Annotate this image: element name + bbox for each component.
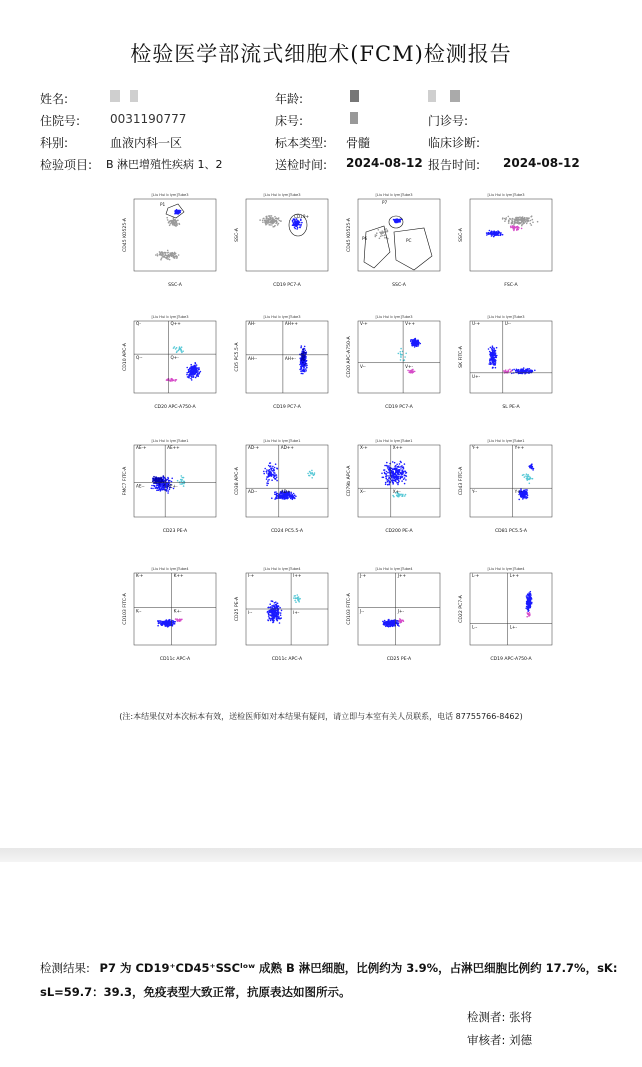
flow-plot-2 bbox=[232, 192, 332, 288]
x-axis-label: CD25 PE-A bbox=[386, 657, 412, 662]
plot-title: [Liu Hui b lym]Tube4 bbox=[151, 567, 189, 571]
result-line-1 bbox=[40, 960, 617, 976]
gate-label: CD19+ bbox=[294, 214, 309, 219]
name-label: 姓名: bbox=[40, 92, 69, 106]
tester-signature: 检测者: 张将 bbox=[467, 1010, 533, 1024]
flow-plot-11 bbox=[344, 438, 444, 534]
plot-title: [Liu Hui b lym]Tube4 bbox=[263, 567, 301, 571]
flow-plot-svg bbox=[232, 314, 332, 410]
plot-frame bbox=[358, 321, 440, 393]
flow-plot-6 bbox=[232, 314, 332, 410]
report-time-value: 2024-08-12 bbox=[503, 156, 580, 170]
gate-label: AE-+ bbox=[136, 445, 147, 450]
plot-title: [Liu Hui b lym]Tube4 bbox=[375, 567, 413, 571]
x-axis-label: CD11c APC-A bbox=[271, 657, 303, 662]
gate-label: AD+- bbox=[280, 489, 292, 495]
flow-plot-svg bbox=[456, 192, 556, 288]
gate-label: AE+- bbox=[167, 483, 178, 489]
plot-title: [Liu Hui b lym]Tube3 bbox=[375, 315, 413, 319]
gate-label: I++ bbox=[293, 573, 302, 578]
x-axis-label: CD19 PC7-A bbox=[273, 405, 301, 410]
plot-title: [Liu Hui b lym]Tube3 bbox=[487, 315, 525, 319]
flow-plot-14 bbox=[232, 566, 332, 662]
flow-plot-5 bbox=[120, 314, 220, 410]
x-axis-label: CD19 PC7-A bbox=[385, 405, 413, 410]
y-axis-label: CD10 APC-A bbox=[123, 343, 128, 371]
plot-title: [Liu Hui b lym]Tube3 bbox=[375, 193, 413, 197]
flow-plot-svg bbox=[344, 438, 444, 534]
x-axis-label: CD11c APC-A bbox=[159, 657, 191, 662]
plot-title: [Liu Hui b lym]Tube4 bbox=[487, 567, 525, 571]
dept-label: 科别: bbox=[40, 136, 69, 150]
reviewer-signature: 审核者: 刘德 bbox=[467, 1033, 533, 1047]
gate-label: V+- bbox=[405, 363, 413, 369]
gate-label: K+- bbox=[173, 608, 182, 614]
inpatient-label: 住院号: bbox=[40, 114, 81, 128]
x-axis-label: SL PE-A bbox=[502, 405, 520, 410]
gate-label: I+- bbox=[293, 610, 300, 615]
y-axis-label: CD103 FITC-A bbox=[347, 593, 352, 625]
y-axis-label: CD25 PE-A bbox=[235, 596, 240, 622]
gate-label: AE-- bbox=[136, 483, 145, 489]
plot-frame bbox=[470, 445, 552, 517]
redacted-age bbox=[350, 90, 359, 102]
y-axis-label: SK FITC-A bbox=[459, 346, 464, 368]
gate-label: AE++ bbox=[167, 445, 180, 450]
gate-label: X-+ bbox=[360, 445, 368, 450]
plot-frame bbox=[358, 199, 440, 271]
x-axis-label: CD23 PE-A bbox=[162, 529, 188, 534]
gate-label: Y+- bbox=[514, 489, 523, 495]
y-axis-label: CD5 PC5.5-A bbox=[235, 342, 240, 372]
flow-plot-svg bbox=[120, 314, 220, 410]
gate-label: J++ bbox=[397, 573, 406, 578]
x-axis-label: SSC-A bbox=[392, 283, 406, 288]
gate-label: AH-- bbox=[248, 355, 258, 361]
flow-plot-7 bbox=[344, 314, 444, 410]
gate-label: L++ bbox=[509, 573, 520, 578]
flow-plot-svg bbox=[232, 192, 332, 288]
x-axis-label: SSC-A bbox=[168, 283, 182, 288]
gate-label: Q+- bbox=[170, 355, 179, 361]
gate-label: X+- bbox=[392, 489, 401, 495]
gate-label: J-- bbox=[360, 608, 365, 614]
plot-frame bbox=[246, 199, 328, 271]
gate-label: P6 bbox=[362, 236, 368, 241]
redacted-name bbox=[110, 90, 120, 102]
result-text-2: sL=59.7：39.3，免疫表型大致正常，抗原表达如图所示。 bbox=[40, 985, 351, 999]
report-title: 检验医学部流式细胞术(FCM)检测报告 bbox=[130, 42, 512, 66]
gate-label: AD-+ bbox=[248, 445, 260, 450]
disclaimer-note: (注:本结果仅对本次标本有效，送检医师如对本结果有疑问，请立即与本室有关人员联系，电话 87755766-8462) bbox=[119, 712, 523, 721]
x-axis-label: CD200 PE-A bbox=[385, 529, 413, 534]
flow-plot-svg bbox=[120, 192, 220, 288]
redacted-bed bbox=[350, 112, 358, 124]
gate-label: V++ bbox=[405, 321, 415, 326]
plot-frame bbox=[246, 445, 328, 517]
plot-title: [Liu Hui b lym]Tube1 bbox=[263, 439, 301, 443]
x-axis-label: CD24 PC5.5-A bbox=[270, 529, 304, 534]
gate-label: Q- bbox=[136, 321, 141, 326]
flow-plot-9 bbox=[120, 438, 220, 534]
plot-title: [Liu Hui b lym]Tube3 bbox=[151, 315, 189, 319]
redacted-name-2 bbox=[130, 90, 138, 102]
flow-plot-svg bbox=[120, 438, 220, 534]
y-axis-label: CD43 FITC-A bbox=[459, 466, 464, 496]
flow-plot-svg bbox=[456, 314, 556, 410]
gate-label: AH- bbox=[248, 321, 256, 326]
page-separator bbox=[0, 848, 642, 862]
gate-label: I-- bbox=[248, 610, 253, 615]
flow-plot-8 bbox=[456, 314, 556, 410]
plot-title: [Liu Hui b lym]Tube3 bbox=[151, 193, 189, 197]
gate-label: L-+ bbox=[472, 573, 480, 578]
plot-frame bbox=[470, 199, 552, 271]
flow-plot-svg bbox=[456, 438, 556, 534]
report-time-label: 报告时间: bbox=[428, 158, 481, 172]
gate-label: J-+ bbox=[360, 573, 367, 578]
result-label: 检测结果: bbox=[40, 961, 90, 975]
gate-label: P1 bbox=[160, 202, 166, 207]
report-page-2 bbox=[0, 862, 642, 1067]
x-axis-label: FSC-A bbox=[504, 283, 518, 288]
redacted-block bbox=[428, 90, 436, 102]
y-axis-label: CD103 FITC-A bbox=[123, 593, 128, 625]
flow-plot-16 bbox=[456, 566, 556, 662]
specimen-value: 骨髓 bbox=[346, 136, 371, 150]
flow-plot-3 bbox=[344, 192, 444, 288]
gate-label: Y-- bbox=[472, 489, 478, 495]
flow-plot-svg bbox=[120, 566, 220, 662]
gate-label: Y-+ bbox=[472, 445, 480, 450]
plot-title: [Liu Hui b lym]Tube3 bbox=[263, 193, 301, 197]
flow-plot-4 bbox=[456, 192, 556, 288]
plot-title: [Liu Hui b lym]Tube1 bbox=[151, 439, 189, 443]
send-time-label: 送检时间: bbox=[275, 158, 328, 172]
gate-label: AD-- bbox=[248, 489, 258, 495]
flow-plot-svg bbox=[344, 314, 444, 410]
gate-label: L-- bbox=[472, 624, 478, 630]
y-axis-label: CD45 KO525-A bbox=[123, 218, 128, 252]
y-axis-label: SSC-A bbox=[235, 228, 240, 242]
specimen-label: 标本类型: bbox=[275, 136, 328, 150]
gate-label: Q-- bbox=[136, 355, 143, 361]
plot-frame bbox=[470, 321, 552, 393]
flow-plot-1 bbox=[120, 192, 220, 288]
plot-title: [Liu Hui b lym]Tube3 bbox=[487, 193, 525, 197]
plot-frame bbox=[134, 445, 216, 517]
gate-label: U-+ bbox=[472, 321, 481, 326]
gate-label: U+- bbox=[472, 373, 481, 379]
gate-label: AD++ bbox=[280, 445, 294, 450]
x-axis-label: CD19 APC-A750-A bbox=[490, 657, 532, 662]
send-time-value: 2024-08-12 bbox=[346, 156, 423, 170]
plot-title: [Liu Hui b lym]Tube1 bbox=[375, 439, 413, 443]
y-axis-label: FMC7 FITC-A bbox=[123, 466, 128, 496]
flow-plot-svg bbox=[456, 566, 556, 662]
flow-plot-svg bbox=[232, 438, 332, 534]
redacted-block-2 bbox=[450, 90, 460, 102]
gate-label: K-+ bbox=[136, 573, 144, 578]
gate-label: Q++ bbox=[170, 321, 181, 326]
dept-value: 血液内科一区 bbox=[110, 136, 183, 150]
gate-label: AH++ bbox=[284, 321, 298, 326]
gate-label: J+- bbox=[397, 608, 404, 614]
y-axis-label: CD20 APC-A750-A bbox=[347, 336, 352, 378]
plot-title: [Liu Hui b lym]Tube3 bbox=[263, 315, 301, 319]
flow-plot-svg bbox=[232, 566, 332, 662]
flow-plot-13 bbox=[120, 566, 220, 662]
y-axis-label: CD79b APC-A bbox=[347, 465, 352, 497]
gate-label: AH+- bbox=[284, 355, 296, 361]
plot-frame bbox=[470, 573, 552, 645]
plot-title: [Liu Hui b lym]Tube1 bbox=[487, 439, 525, 443]
bed-label: 床号: bbox=[275, 114, 304, 128]
inpatient-value: 0031190777 bbox=[110, 112, 187, 126]
gate-label: V-+ bbox=[360, 321, 368, 326]
age-label: 年龄: bbox=[275, 92, 304, 106]
gate-label: PC bbox=[406, 238, 412, 243]
x-axis-label: CD19 PC7-A bbox=[273, 283, 301, 288]
gate-label: I-+ bbox=[248, 573, 255, 578]
y-axis-label: CD38 APC-A bbox=[235, 467, 240, 495]
item-label: 检验项目: bbox=[40, 158, 93, 172]
flow-plot-12 bbox=[456, 438, 556, 534]
gate-label: V-- bbox=[360, 363, 366, 369]
gate-label: P7 bbox=[382, 200, 388, 205]
y-axis-label: CD45 KO525-A bbox=[347, 218, 352, 252]
flow-plot-15 bbox=[344, 566, 444, 662]
gate-label: X-- bbox=[360, 489, 366, 495]
item-value: B 淋巴增殖性疾病 1、2 bbox=[106, 158, 223, 171]
flow-plot-10 bbox=[232, 438, 332, 534]
result-text-1: P7 为 CD19⁺CD45⁺SSCˡᵒʷ 成熟 B 淋巴细胞，比例约为 3.9%，占淋巴细胞比例约 17.7%，sK: bbox=[99, 961, 618, 975]
y-axis-label: SSC-A bbox=[459, 228, 464, 242]
gate-label: U-- bbox=[504, 321, 511, 326]
x-axis-label: CD81 PC5.5-A bbox=[494, 529, 528, 534]
outpatient-label: 门诊号: bbox=[428, 114, 469, 128]
gate-label: K-- bbox=[136, 608, 142, 614]
flow-plot-svg bbox=[344, 566, 444, 662]
gate-label: L+- bbox=[509, 624, 518, 630]
flow-plot-svg bbox=[344, 192, 444, 288]
diagnosis-label: 临床诊断: bbox=[428, 136, 481, 150]
gate-label: K++ bbox=[173, 573, 184, 578]
gate-label: Y++ bbox=[514, 445, 525, 450]
gate-label: X++ bbox=[392, 445, 403, 450]
x-axis-label: CD20 APC-A750-A bbox=[154, 405, 196, 410]
y-axis-label: CD22 PC7-A bbox=[459, 595, 464, 623]
